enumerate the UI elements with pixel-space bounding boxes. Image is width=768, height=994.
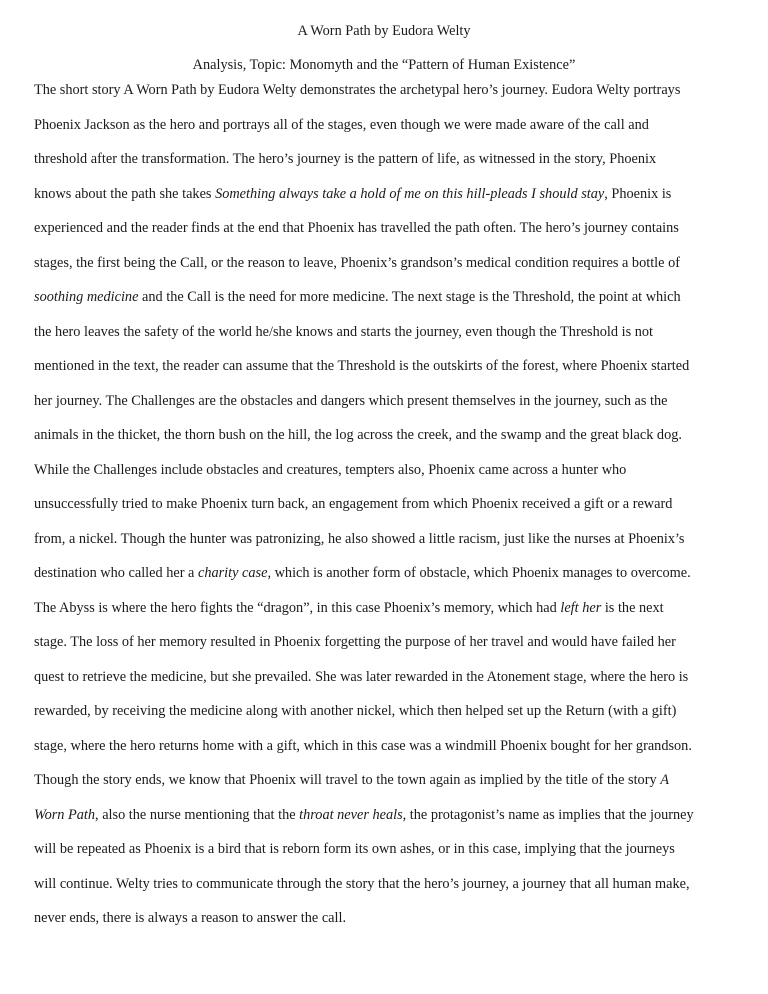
body-text: , also the nurse mentioning that the	[95, 806, 300, 823]
body-text: will be repeated as Phoenix is a bird that is reborn form its own ashes, or in this case, implying that the journeys	[34, 841, 675, 857]
body-text: The Abyss is where the hero fights the “dragon”, in this case Phoenix’s memory, which had	[34, 599, 561, 616]
body-text: stage. The loss of her memory resulted in Phoenix forgetting the purpose of her travel and would have failed her	[34, 634, 676, 650]
body-line	[34, 736, 734, 771]
italic-text: left her	[560, 599, 602, 616]
body-text: from, a nickel. Though the hunter was patronizing, he also showed a little racism, just like the nurses at Phoenix’s	[34, 530, 685, 547]
body-line	[34, 839, 734, 874]
body-line	[34, 563, 734, 598]
body-text: Phoenix Jackson as the hero and portrays all of the stages, even though we were made aware of the call and	[34, 116, 649, 133]
italic-text: throat never heals	[299, 806, 403, 823]
body-text: experienced and the reader finds at the end that Phoenix has travelled the path often. The hero’s journey contains	[34, 220, 679, 236]
body-text: Though the story ends, we know that Phoenix will travel to the town again as implied by the title of the story	[34, 772, 661, 788]
document-title: A Worn Path by Eudora Welty	[297, 23, 471, 39]
body-text: knows about the path she takes	[34, 185, 216, 202]
body-line	[34, 115, 734, 150]
body-line	[34, 770, 734, 805]
body-line	[34, 287, 734, 322]
body-line	[34, 632, 734, 667]
body-line	[34, 460, 734, 495]
body-line	[34, 80, 734, 115]
body-line	[34, 529, 734, 564]
body-line	[34, 667, 734, 702]
body-text: the hero leaves the safety of the world he/she knows and starts the journey, even though the Threshold is not	[34, 323, 653, 340]
italic-text: Something always take a hold of me on this hill-pleads I should stay	[215, 185, 605, 202]
body-text: The short story A Worn Path by Eudora Welty demonstrates the archetypal hero’s journey. Eudora Welty portrays	[34, 82, 681, 98]
body-text: , the protagonist’s name as implies that the journey	[402, 806, 694, 823]
italic-text: charity case	[197, 565, 268, 581]
body-text: destination who called her a	[34, 565, 198, 581]
body-text: stage, where the hero returns home with a gift, which in this case was a windmill Phoenix bought for her grandson.	[34, 737, 692, 754]
body-text: , which is another form of obstacle, which Phoenix manages to overcome.	[267, 565, 691, 581]
body-line	[34, 149, 734, 184]
body-text: quest to retrieve the medicine, but she prevailed. She was later rewarded in the Atonement stage, where the hero is	[34, 668, 689, 685]
body-text: rewarded, by receiving the medicine along with another nickel, which then helped set up the Return (with a gift)	[34, 703, 677, 719]
body-text: will continue. Welty tries to communicate through the story that the hero’s journey, a journey that all human make,	[34, 875, 690, 892]
body-line	[34, 598, 734, 633]
body-line	[34, 218, 734, 253]
body-line	[34, 425, 734, 460]
body-line	[34, 908, 734, 943]
body-line	[34, 874, 734, 909]
body-text: is the next	[601, 599, 664, 616]
body-text: animals in the thicket, the thorn bush on the hill, the log across the creek, and the swamp and the great black dog.	[34, 427, 682, 443]
body-text: her journey. The Challenges are the obstacles and dangers which present themselves in the journey, such as the	[34, 392, 668, 409]
body-line	[34, 356, 734, 391]
body-line	[34, 322, 734, 357]
body-text: stages, the first being the Call, or the reason to leave, Phoenix’s grandson’s medical condition requires a bottle of	[34, 254, 680, 271]
body-line	[34, 184, 734, 219]
body-text: unsuccessfully tried to make Phoenix turn back, an engagement from which Phoenix received a gift or a reward	[34, 496, 673, 512]
italic-text: Worn Path	[34, 806, 96, 823]
body-text: While the Challenges include obstacles and creatures, tempters also, Phoenix came across a hunter who	[34, 461, 627, 478]
italic-text: soothing medicine	[34, 289, 139, 305]
body-text: threshold after the transformation. The hero’s journey is the pattern of life, as witnessed in the story, Phoenix	[34, 151, 657, 167]
body-text: mentioned in the text, the reader can assume that the Threshold is the outskirts of the forest, where Phoenix started	[34, 358, 690, 374]
body-text: never ends, there is always a reason to answer the call.	[34, 910, 347, 926]
body-text: , Phoenix is	[604, 185, 672, 202]
body-line	[34, 701, 734, 736]
body-line	[34, 391, 734, 426]
body-text: and the Call is the need for more medicine. The next stage is the Threshold, the point at which	[138, 289, 681, 305]
body-paragraph	[34, 80, 734, 943]
body-line	[34, 805, 734, 840]
body-line	[34, 494, 734, 529]
document-subtitle: Analysis, Topic: Monomyth and the “Pattern of Human Existence”	[192, 57, 576, 73]
italic-text: A	[660, 772, 669, 788]
body-line	[34, 253, 734, 288]
